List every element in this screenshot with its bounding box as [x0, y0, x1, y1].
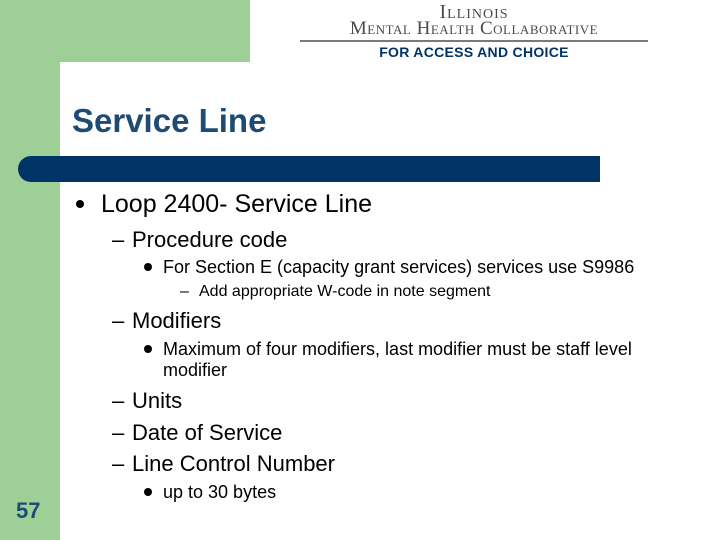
- dash-marker: –: [112, 308, 125, 333]
- bullet-procedure-subdetail: Add appropriate W-code in note segment: [199, 283, 491, 300]
- slide-number: 57: [16, 498, 41, 523]
- bullet-dot-icon: [144, 345, 152, 353]
- logo-state-text: Illinois: [439, 1, 509, 23]
- logo-tagline: FOR ACCESS AND CHOICE: [379, 44, 569, 60]
- bullet-dot-icon: [144, 488, 152, 496]
- bullet-procedure-detail: For Section E (capacity grant services) services use S9986: [163, 257, 635, 277]
- title-underline-bar: [18, 156, 600, 182]
- dash-marker: –: [112, 451, 125, 476]
- slide-title: Service Line: [72, 102, 267, 139]
- logo-name-text: Mental Health Collaborative: [349, 18, 599, 39]
- dash-marker: –: [112, 388, 125, 413]
- dash-marker: –: [112, 420, 125, 445]
- bullet-units: Units: [132, 388, 183, 413]
- bullet-line-control-number: Line Control Number: [132, 451, 335, 476]
- bullet-modifiers-detail-line2: modifier: [163, 360, 228, 380]
- bullet-date-of-service: Date of Service: [132, 420, 283, 445]
- dash-marker: –: [180, 283, 189, 300]
- logo-divider: [300, 40, 648, 42]
- bullet-modifiers: Modifiers: [132, 308, 222, 333]
- bullet-line-control-detail: up to 30 bytes: [163, 482, 277, 502]
- bullet-modifiers-detail-line1: Maximum of four modifiers, last modifier must be staff level: [163, 339, 632, 359]
- bullet-dot-icon: [76, 200, 84, 208]
- bullet-procedure-code: Procedure code: [132, 227, 288, 252]
- bullet-loop-2400: Loop 2400- Service Line: [101, 190, 373, 218]
- dash-marker: –: [112, 227, 125, 252]
- bullet-dot-icon: [144, 263, 152, 271]
- collaborative-logo: [296, 0, 652, 64]
- green-side-strip: [0, 0, 60, 540]
